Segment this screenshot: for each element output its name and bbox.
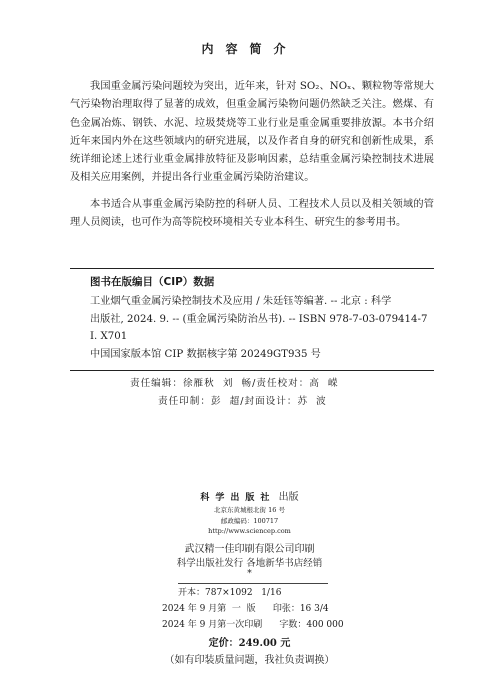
editors-line: 责任印制：彭 超/封面设计：苏 波 [158,395,327,407]
price: 定价：249.00 元 [208,638,291,649]
publisher-line [0,488,499,503]
cip-line: 中国国家版本馆 CIP 数据核字第 20249GT935 号 [90,348,321,360]
publisher-url: http://www.sciencep.com [208,527,291,535]
divider [70,268,434,269]
divider [178,583,328,584]
publisher-zip: 邮政编码：100717 [220,517,279,525]
divider [70,370,434,371]
cip-heading: 图书在版编目（CIP）数据 [90,276,215,288]
publisher-suffix: 出版 [275,492,299,503]
page-title: 内容简介 [201,42,298,56]
quality-notice: （如有印装质量问题，我社负责调换） [164,655,335,666]
editors-block [130,375,339,410]
publisher-logo: 科学出版社 [200,493,276,503]
intro-paragraph-2: 本书适合从事重金属污染防控的科研人员、工程技术人员以及相关领域的管理人员阅读，也可作为高等院校环境相关专业本科生、研究生的参考用书。 [70,199,434,229]
distributor: 科学出版社发行 各地新华书店经销 [176,558,323,569]
printer: 武汉精一佳印刷有限公司印刷 [184,544,315,555]
editors-line: 责任编辑：徐雁秋 刘 畅/责任校对：高 嵘 [130,378,339,389]
cip-line: 出版社, 2024. 9. -- (重金属污染防治丛书). -- ISBN 978-7-03-079414-7 [90,313,428,325]
intro-paragraph-1: 我国重金属污染问题较为突出，近年来，针对 SO₂、NOₓ、颗粒物等常规大气污染物治理取得了显著的成效，但重金属污染物问题仍然缺乏关注。燃煤、有色金属冶炼、钢铁、水泥、垃圾焚烧等工业行业是重金属重要排放源。本书介绍近年来国内外在这些领域内的研究进展，以及作者自身的研究和创新性成果，系统详细论述上述行业重金属排放特征及影响因素，总结重金属污染控制技术进展及相关应用案例，并提出各行业重金属污染防治建议。 [70,81,434,184]
edition-line: 2024 年 9 月第 一 版 印张：16 3/4 [162,604,329,614]
cip-block [90,293,430,363]
cip-line: Ⅰ. X701 [90,331,128,342]
separator-star: * [247,569,252,579]
format-line: 开本：787×1092 1/16 [178,588,282,598]
publisher-address: 北京东黄城根北街 16 号 [214,506,285,514]
printing-line: 2024 年 9 月第一次印刷 字数：400 000 [162,620,344,630]
cip-line: 工业烟气重金属污染控制技术及应用 / 朱廷钰等编著. -- 北京 : 科学 [90,296,392,307]
